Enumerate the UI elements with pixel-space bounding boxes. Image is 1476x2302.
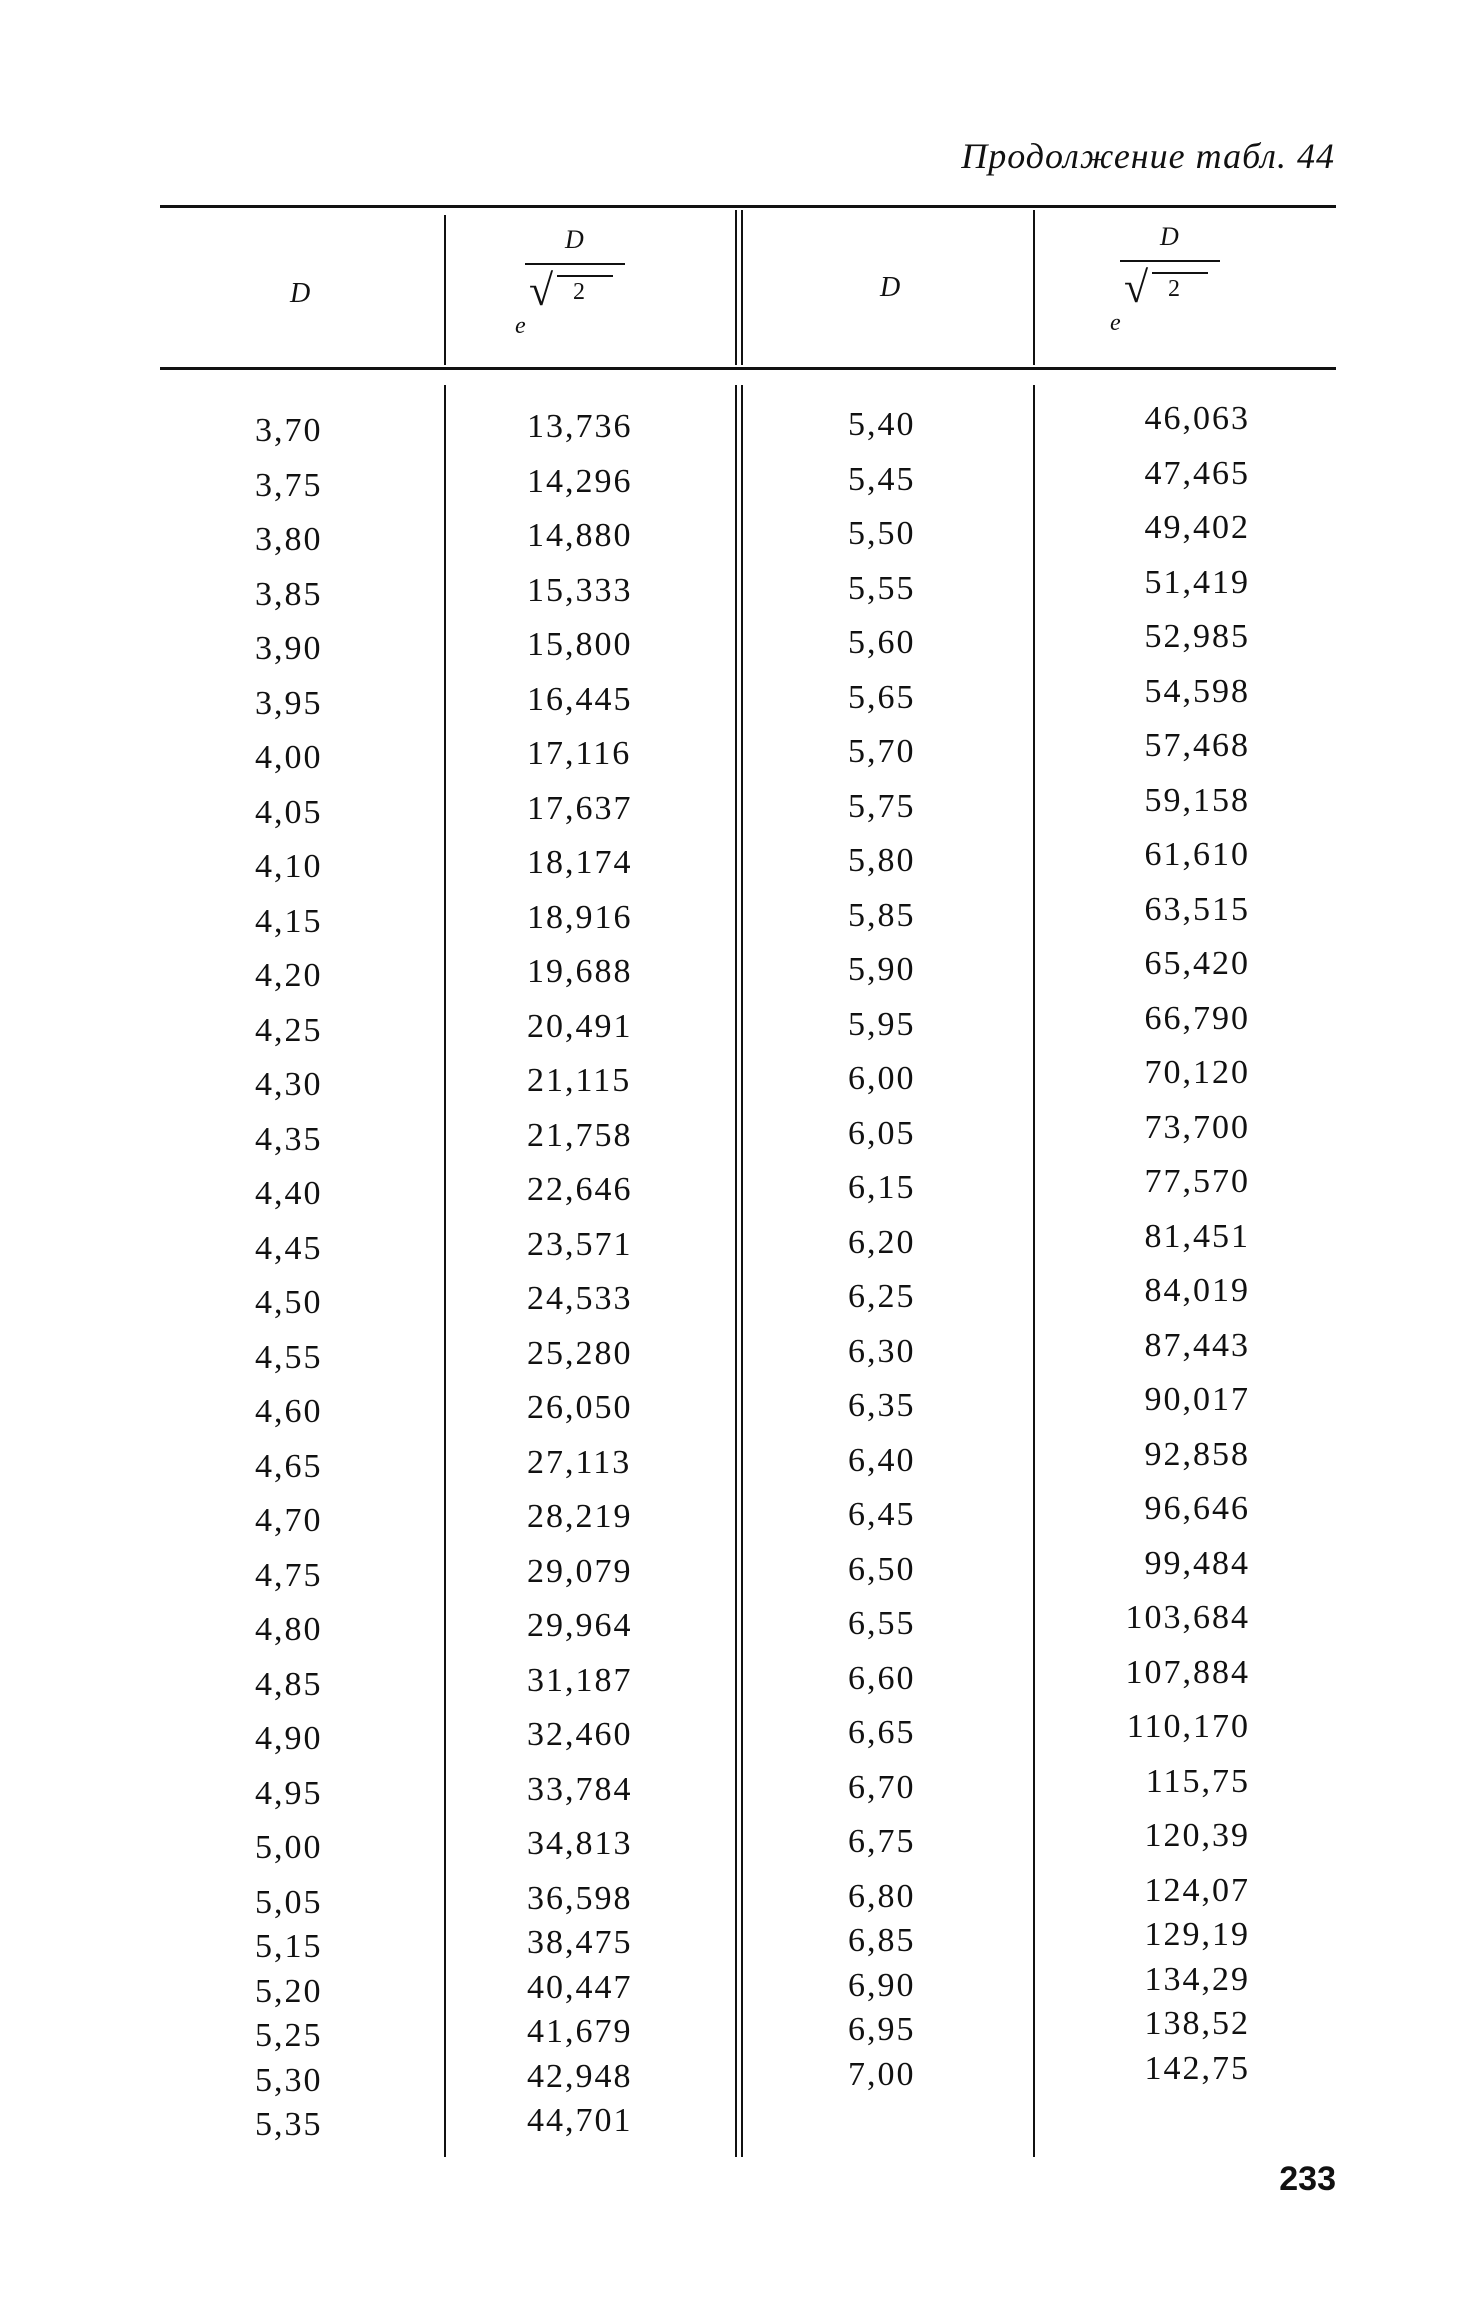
table-cell: 27,113 bbox=[527, 1443, 632, 1481]
table-cell: 14,296 bbox=[527, 462, 633, 500]
table-cell: 40,447 bbox=[527, 1968, 633, 2006]
table-cell: 107,884 bbox=[1125, 1653, 1250, 1691]
header-formula-left bbox=[515, 225, 635, 345]
table-cell: 44,701 bbox=[527, 2102, 633, 2139]
table-cell: 6,55 bbox=[848, 1605, 916, 1642]
table-cell: 96,646 bbox=[1144, 1490, 1250, 1527]
table-cell: 63,515 bbox=[1144, 890, 1250, 928]
table-cell: 5,55 bbox=[848, 569, 916, 607]
table-cell: 6,80 bbox=[848, 1877, 916, 1915]
table-cell: 142,75 bbox=[1144, 2049, 1250, 2087]
table-cell: 73,700 bbox=[1144, 1108, 1250, 1146]
table-cell: 66,790 bbox=[1144, 999, 1250, 1037]
table-cell: 6,00 bbox=[848, 1060, 916, 1097]
table-cell: 65,420 bbox=[1144, 945, 1250, 982]
formula-radicand: 2 bbox=[1168, 276, 1180, 302]
table-cell: 4,05 bbox=[255, 793, 323, 831]
table-cell: 6,40 bbox=[848, 1441, 916, 1479]
table-cell: 5,85 bbox=[848, 896, 916, 934]
page-number: 233 bbox=[1279, 2160, 1336, 2198]
table-cell: 5,35 bbox=[255, 2106, 323, 2143]
table-cell: 38,475 bbox=[527, 1924, 633, 1961]
table-cell: 6,05 bbox=[848, 1114, 916, 1152]
col-divider-1 bbox=[444, 385, 446, 2157]
table-cell: 36,598 bbox=[527, 1879, 633, 1917]
table-cell: 70,120 bbox=[1144, 1054, 1250, 1091]
table-cell: 5,90 bbox=[848, 951, 916, 988]
table-cell: 54,598 bbox=[1144, 672, 1250, 710]
table-cell: 29,079 bbox=[527, 1552, 633, 1590]
table-cell: 26,050 bbox=[527, 1389, 633, 1426]
table-cell: 13,736 bbox=[527, 408, 633, 445]
table-cell: 6,65 bbox=[848, 1714, 916, 1751]
table-cell: 4,65 bbox=[255, 1447, 323, 1485]
table-cell: 59,158 bbox=[1144, 781, 1250, 819]
table-cell: 29,964 bbox=[527, 1607, 633, 1644]
table-cell: 5,15 bbox=[255, 1928, 323, 1965]
col-divider-3-header bbox=[1033, 210, 1035, 365]
table-cell: 5,80 bbox=[848, 842, 916, 879]
table-cell: 4,60 bbox=[255, 1393, 323, 1430]
table-cell: 6,15 bbox=[848, 1169, 916, 1206]
table-cell: 5,70 bbox=[848, 733, 916, 770]
header-rule bbox=[160, 367, 1336, 370]
table-cell: 4,95 bbox=[255, 1774, 323, 1812]
header-d-right: D bbox=[880, 272, 901, 303]
col-divider-3 bbox=[1033, 385, 1035, 2157]
table-cell: 4,45 bbox=[255, 1229, 323, 1267]
sqrt-icon: √ bbox=[1124, 263, 1149, 312]
table-cell: 5,20 bbox=[255, 1972, 323, 2010]
table-cell: 3,80 bbox=[255, 521, 323, 558]
col-divider-2a-header bbox=[735, 210, 737, 365]
table-cell: 46,063 bbox=[1144, 400, 1250, 437]
table-cell: 77,570 bbox=[1144, 1163, 1250, 1200]
table-cell: 6,35 bbox=[848, 1387, 916, 1424]
col-divider-2a bbox=[735, 385, 737, 2157]
table-cell: 124,07 bbox=[1144, 1871, 1250, 1909]
table-cell: 134,29 bbox=[1144, 1960, 1250, 1998]
table-cell: 5,50 bbox=[848, 515, 916, 552]
table-cell: 47,465 bbox=[1144, 454, 1250, 492]
sqrt-vinculum bbox=[557, 275, 613, 277]
table-cell: 33,784 bbox=[527, 1770, 633, 1808]
table-cell: 4,20 bbox=[255, 957, 323, 994]
header-d-left: D bbox=[290, 278, 311, 309]
table-cell: 5,45 bbox=[848, 460, 916, 498]
table-cell: 4,35 bbox=[255, 1120, 323, 1158]
table-cell: 103,684 bbox=[1125, 1599, 1250, 1636]
formula-numerator: D bbox=[1160, 222, 1179, 251]
table-cell: 18,916 bbox=[527, 898, 633, 936]
table-cell: 4,15 bbox=[255, 902, 323, 940]
table-cell: 4,55 bbox=[255, 1338, 323, 1376]
col-divider-2b-header bbox=[741, 210, 743, 365]
top-rule bbox=[160, 205, 1336, 208]
table-cell: 6,45 bbox=[848, 1496, 916, 1533]
table-cell: 34,813 bbox=[527, 1825, 633, 1862]
table-cell: 5,05 bbox=[255, 1883, 323, 1921]
table-cell: 28,219 bbox=[527, 1498, 633, 1535]
table-cell: 84,019 bbox=[1144, 1272, 1250, 1309]
table-cell: 4,30 bbox=[255, 1066, 323, 1103]
table-cell: 4,75 bbox=[255, 1556, 323, 1594]
table-cell: 4,10 bbox=[255, 848, 323, 885]
table-cell: 4,50 bbox=[255, 1284, 323, 1321]
table-cell: 4,00 bbox=[255, 739, 323, 776]
table-cell: 19,688 bbox=[527, 953, 633, 990]
table-cell: 61,610 bbox=[1144, 836, 1250, 873]
table-cell: 22,646 bbox=[527, 1171, 633, 1208]
table-cell: 81,451 bbox=[1144, 1217, 1250, 1255]
table-cell: 20,491 bbox=[527, 1007, 633, 1045]
table-cell: 5,40 bbox=[848, 406, 916, 443]
table-cell: 24,533 bbox=[527, 1280, 633, 1317]
table-cell: 120,39 bbox=[1144, 1817, 1250, 1854]
table-cell: 99,484 bbox=[1144, 1544, 1250, 1582]
table-cell: 6,20 bbox=[848, 1223, 916, 1261]
col-divider-2b bbox=[741, 385, 743, 2157]
table-cell: 4,25 bbox=[255, 1011, 323, 1049]
sqrt-vinculum bbox=[1152, 272, 1208, 274]
sqrt-icon: √ bbox=[529, 266, 554, 315]
formula-base: e bbox=[515, 313, 526, 339]
table-cell: 17,116 bbox=[527, 735, 632, 772]
table-cell: 51,419 bbox=[1144, 563, 1250, 601]
table-cell: 41,679 bbox=[527, 2013, 633, 2050]
table-cell: 6,60 bbox=[848, 1659, 916, 1697]
table-cell: 5,60 bbox=[848, 624, 916, 661]
header-formula-right bbox=[1110, 222, 1230, 342]
table-cell: 110,170 bbox=[1126, 1708, 1250, 1745]
table-cell: 31,187 bbox=[527, 1661, 633, 1699]
table-cell: 15,800 bbox=[527, 626, 633, 663]
table-cell: 21,115 bbox=[527, 1062, 632, 1099]
table-cell: 4,90 bbox=[255, 1720, 323, 1757]
table-cell: 15,333 bbox=[527, 571, 633, 609]
table-cell: 5,00 bbox=[255, 1829, 323, 1866]
table-cell: 3,75 bbox=[255, 466, 323, 504]
table-cell: 4,70 bbox=[255, 1502, 323, 1539]
table-cell: 42,948 bbox=[527, 2057, 633, 2095]
table-cell: 6,70 bbox=[848, 1768, 916, 1806]
table-cell: 6,25 bbox=[848, 1278, 916, 1315]
formula-radicand: 2 bbox=[573, 279, 585, 305]
table-cell: 6,90 bbox=[848, 1966, 916, 2004]
table-cell: 6,75 bbox=[848, 1823, 916, 1860]
formula-numerator: D bbox=[565, 225, 584, 254]
table-cell: 25,280 bbox=[527, 1334, 633, 1372]
table-cell: 57,468 bbox=[1144, 727, 1250, 764]
table-cell: 115,75 bbox=[1145, 1762, 1250, 1800]
table-cell: 6,95 bbox=[848, 2011, 916, 2048]
table-cell: 21,758 bbox=[527, 1116, 633, 1154]
formula-base: e bbox=[1110, 310, 1121, 336]
table-cell: 18,174 bbox=[527, 844, 633, 881]
table-cell: 52,985 bbox=[1144, 618, 1250, 655]
table-cell: 5,25 bbox=[255, 2017, 323, 2054]
table-cell: 3,85 bbox=[255, 575, 323, 613]
table-cell: 138,52 bbox=[1144, 2005, 1250, 2042]
table-cell: 23,571 bbox=[527, 1225, 633, 1263]
table-cell: 17,637 bbox=[527, 789, 633, 827]
table-cell: 4,40 bbox=[255, 1175, 323, 1212]
table-cell: 3,95 bbox=[255, 684, 323, 722]
table-cell: 92,858 bbox=[1144, 1435, 1250, 1473]
table-cell: 6,85 bbox=[848, 1922, 916, 1959]
table-cell: 4,80 bbox=[255, 1611, 323, 1648]
table-cell: 3,70 bbox=[255, 412, 323, 449]
table-cell: 90,017 bbox=[1144, 1381, 1250, 1418]
table-cell: 32,460 bbox=[527, 1716, 633, 1753]
table-cell: 49,402 bbox=[1144, 509, 1250, 546]
table-cell: 5,75 bbox=[848, 787, 916, 825]
table-cell: 129,19 bbox=[1144, 1916, 1250, 1953]
table-cell: 5,95 bbox=[848, 1005, 916, 1043]
table-cell: 87,443 bbox=[1144, 1326, 1250, 1364]
table-cell: 5,65 bbox=[848, 678, 916, 716]
table-cell: 5,30 bbox=[255, 2061, 323, 2099]
table-caption: Продолжение табл. 44 bbox=[961, 136, 1335, 176]
table-cell: 3,90 bbox=[255, 630, 323, 667]
col-divider-1-header bbox=[444, 215, 446, 365]
table-cell: 16,445 bbox=[527, 680, 633, 718]
table-cell: 4,85 bbox=[255, 1665, 323, 1703]
table-cell: 6,50 bbox=[848, 1550, 916, 1588]
table-cell: 6,30 bbox=[848, 1332, 916, 1370]
table-cell: 7,00 bbox=[848, 2055, 916, 2093]
table-cell: 14,880 bbox=[527, 517, 633, 554]
